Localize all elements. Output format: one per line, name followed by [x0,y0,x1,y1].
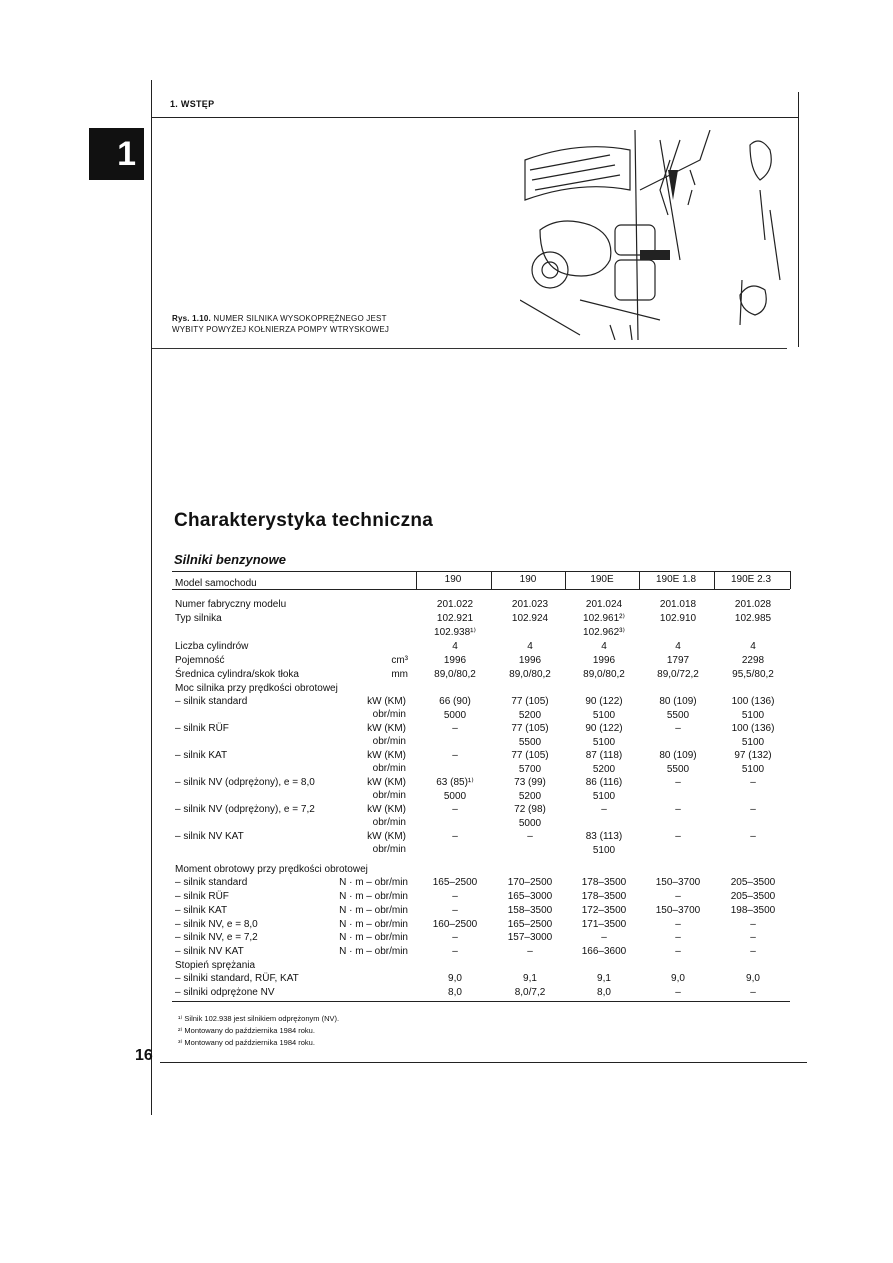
row-label: Liczba cylindrów [175,641,249,652]
table-cell: 157–3000 [507,932,553,943]
table-cell: – [750,987,756,998]
model-header: 190E 1.8 [655,574,697,585]
caption-line-2: WYBITY POWYŻEJ KOŁNIERZA POMPY WTRYSKOWEJ [172,325,390,334]
row-label: – silnik NV, e = 8,0 [175,919,258,930]
header-rule [152,117,799,118]
row-label: – silnik RÜF [175,723,229,734]
row-label: – silnik standard [175,696,248,707]
table-cell: – [750,932,756,943]
table-cell: – [452,891,458,902]
table-cell: 205–3500 [730,877,776,888]
table-cell: – [675,777,681,788]
row-label: – silnik NV KAT [175,946,244,957]
table-cell: 198–3500 [730,905,776,916]
row-unit: kW (KM) obr/min [367,696,406,720]
row-unit: N · m – obr/min [339,877,408,888]
table-cell: – [750,777,756,788]
row-unit: N · m – obr/min [339,905,408,916]
table-bottom-rule [172,1001,790,1002]
table-cell: 165–2500 [432,877,478,888]
row-unit: N · m – obr/min [339,932,408,943]
section-header: 1. WSTĘP [170,99,215,109]
table-cell: 77 (105) 5200 [511,696,549,721]
row-label: Moment obrotowy przy prędkości obrotowej [175,864,368,875]
table-cell: 100 (136) 5100 [731,723,775,748]
table-cell: 66 (90) 5000 [439,696,471,721]
row-label: Typ silnika [175,613,222,624]
row-label: Numer fabryczny modelu [175,599,287,610]
table-cell: 1996 [592,655,616,666]
table-header-label: Model samochodu [175,578,257,589]
table-column-border [790,571,791,589]
table-cell: – [527,831,533,842]
table-cell: – [601,932,607,943]
engine-figure-illustration [520,130,790,340]
table-cell: – [452,723,458,734]
table-cell: 102.910 [659,613,697,624]
table-cell: 97 (132) 5100 [734,750,772,775]
row-unit: kW (KM) obr/min [367,831,406,855]
table-cell: 8,0 [448,987,462,998]
table-cell: 201.022 [436,599,474,610]
table-cell: 201.028 [734,599,772,610]
table-cell: 86 (116) 5100 [585,777,623,802]
row-label: – silnik standard [175,877,248,888]
table-cell: – [675,987,681,998]
page-number: 16 [135,1047,153,1064]
table-cell: 201.024 [585,599,623,610]
caption-label: Rys. 1.10. [172,314,211,323]
model-header: 190 [519,574,537,585]
table-cell: – [675,804,681,815]
row-label: Moc silnika przy prędkości obrotowej [175,683,338,694]
table-cell: 90 (122) 5100 [585,723,623,748]
table-cell: – [675,946,681,957]
table-cell: 2298 [741,655,765,666]
table-cell: 63 (85)¹⁾ 5000 [436,777,474,802]
table-cell: – [527,946,533,957]
table-cell: 8,0 [597,987,611,998]
row-unit: N · m – obr/min [339,946,408,957]
row-unit: N · m – obr/min [339,891,408,902]
table-cell: 170–2500 [507,877,553,888]
table-cell: 102.961²⁾ 102.962³⁾ [583,613,625,638]
footnotes [178,1013,339,1049]
row-label: – silnik KAT [175,905,228,916]
footnote-1: ¹⁾ Silnik 102.938 jest silnikiem odprężonym (NV). [178,1014,340,1023]
figure-caption [172,313,389,335]
table-cell: 102.924 [511,613,549,624]
table-cell: 9,1 [597,973,611,984]
table-cell: 178–3500 [581,877,627,888]
table-cell: 201.018 [659,599,697,610]
table-cell: 165–3000 [507,891,553,902]
table-cell: – [675,891,681,902]
row-label: – silnik NV (odprężony), e = 7,2 [175,804,315,815]
right-margin-line [798,92,799,347]
table-cell: 1996 [443,655,467,666]
model-header: 190 [444,574,462,585]
table-cell: 165–2500 [507,919,553,930]
caption-line-1: NUMER SILNIKA WYSOKOPRĘŻNEGO JEST [213,314,387,323]
table-cell: – [452,831,458,842]
table-cell: – [750,919,756,930]
table-column-border [491,571,492,590]
table-column-border [416,571,417,590]
row-label: – silnik NV (odprężony), e = 8,0 [175,777,315,788]
table-cell: 9,0 [746,973,760,984]
row-label: – silnik RÜF [175,891,229,902]
row-label: Stopień sprężania [175,960,256,971]
table-cell: 166–3600 [581,946,627,957]
table-cell: 4 [750,641,756,652]
table-cell: 4 [601,641,607,652]
row-label: Pojemność [175,655,225,666]
table-cell: 89,0/80,2 [583,669,625,680]
table-cell: 4 [675,641,681,652]
table-cell: – [675,919,681,930]
table-cell: 90 (122) 5100 [585,696,623,721]
table-cell: 4 [527,641,533,652]
left-margin-line [151,80,152,1115]
table-cell: 72 (98) 5000 [514,804,546,829]
table-cell: 95,5/80,2 [732,669,774,680]
table-cell: 80 (109) 5500 [659,696,697,721]
table-cell: 9,0 [448,973,462,984]
table-cell: – [675,932,681,943]
table-cell: 89,0/72,2 [657,669,699,680]
page-subtitle: Silniki benzynowe [174,552,286,567]
table-cell: 102.921 102.938¹⁾ [434,613,476,638]
table-cell: 89,0/80,2 [509,669,551,680]
table-cell: 8,0/7,2 [514,987,546,998]
row-unit: kW (KM) obr/min [367,804,406,828]
table-cell: 83 (113) 5100 [585,831,623,856]
table-cell: 89,0/80,2 [434,669,476,680]
row-label: – silnik NV KAT [175,831,244,842]
table-cell: 87 (118) 5200 [585,750,623,775]
row-label: – silniki odprężone NV [175,987,275,998]
table-cell: 9,0 [671,973,685,984]
row-unit: N · m – obr/min [339,919,408,930]
table-header-rule [172,589,790,590]
table-cell: – [452,804,458,815]
footnote-2: ²⁾ Montowany do października 1984 roku. [178,1026,315,1035]
table-cell: 160–2500 [432,919,478,930]
table-cell: 4 [452,641,458,652]
figure-rule [152,348,787,349]
table-cell: – [452,750,458,761]
table-cell: – [601,804,607,815]
table-cell: 80 (109) 5500 [659,750,697,775]
table-cell: – [452,905,458,916]
chapter-tab: 1 [89,128,144,180]
row-label: – silnik KAT [175,750,228,761]
row-label: – silnik NV, e = 7,2 [175,932,258,943]
table-column-border [565,571,566,590]
table-cell: 172–3500 [581,905,627,916]
table-cell: – [675,723,681,734]
table-cell: 100 (136) 5100 [731,696,775,721]
model-header: 190E 2.3 [730,574,772,585]
table-cell: – [452,946,458,957]
table-cell: 77 (105) 5700 [511,750,549,775]
table-cell: – [675,831,681,842]
table-cell: 158–3500 [507,905,553,916]
table-cell: 150–3700 [655,905,701,916]
model-header: 190E [590,574,614,585]
table-cell: – [452,932,458,943]
table-cell: 150–3700 [655,877,701,888]
table-cell: 178–3500 [581,891,627,902]
table-cell: 73 (99) 5200 [514,777,546,802]
table-cell: 1797 [666,655,690,666]
row-unit: kW (KM) obr/min [367,723,406,747]
table-cell: 171–3500 [581,919,627,930]
table-cell: 205–3500 [730,891,776,902]
table-cell: 201.023 [511,599,549,610]
table-cell: 9,1 [523,973,537,984]
footnote-3: ³⁾ Montowany od października 1984 roku. [178,1038,315,1047]
table-cell: – [750,804,756,815]
table-cell: 1996 [518,655,542,666]
row-unit: mm [391,669,408,680]
table-column-border [639,571,640,590]
row-label: Średnica cylindra/skok tłoka [175,669,299,680]
row-unit: kW (KM) obr/min [367,777,406,801]
page-title: Charakterystyka techniczna [174,510,434,531]
table-top-rule [172,571,790,572]
table-cell: 77 (105) 5500 [511,723,549,748]
table-cell: – [750,946,756,957]
row-unit: kW (KM) obr/min [367,750,406,774]
row-unit: cm³ [391,655,408,666]
table-cell: – [750,831,756,842]
table-cell: 102.985 [734,613,772,624]
table-column-border [714,571,715,590]
row-label: – silniki standard, RÜF, KAT [175,973,299,984]
footer-rule [160,1062,807,1063]
